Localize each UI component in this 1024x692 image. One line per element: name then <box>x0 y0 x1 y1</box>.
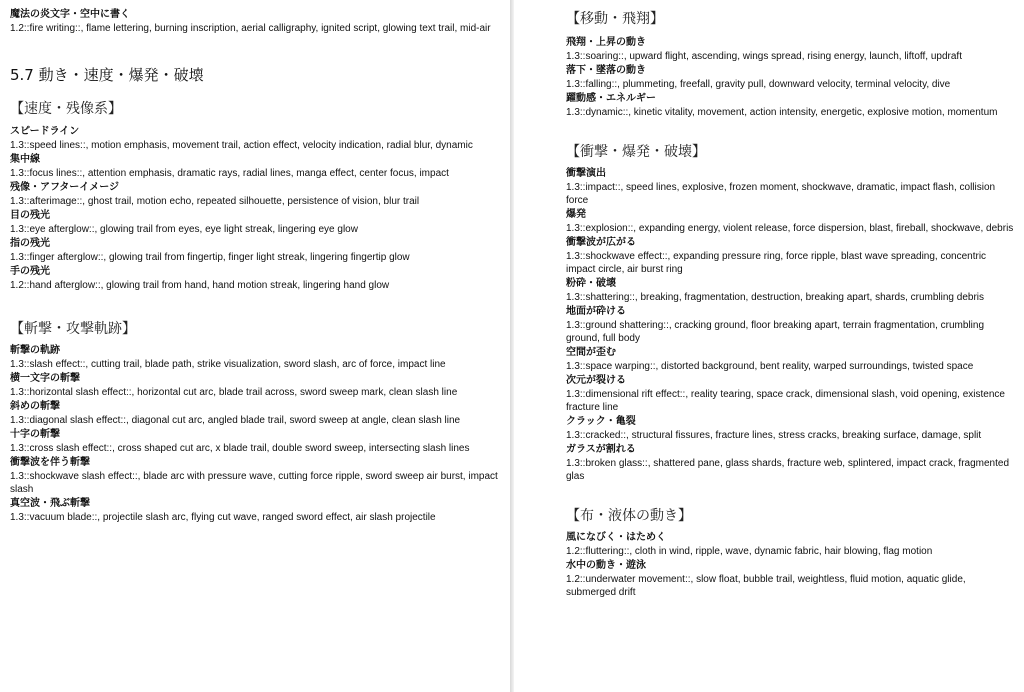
entry-desc: 1.3::speed lines::, motion emphasis, movement trail, action effect, velocity indication, radial blur, dynamic <box>10 140 473 151</box>
entry-desc: 1.3::afterimage::, ghost trail, motion echo, repeated silhouette, persistence of vision, blur trail <box>10 196 420 207</box>
entry-term: スピードライン <box>10 126 80 137</box>
entry-desc: 1.3::cracked::, structural fissures, fracture lines, stress cracks, breaking surface, damage, split <box>566 430 982 441</box>
entry-desc: 1.3::slash effect::, cutting trail, blade path, strike visualization, sword slash, arc of force, impact line <box>10 359 446 370</box>
list-item <box>10 372 500 399</box>
section-speed <box>10 125 500 292</box>
entry-desc: 1.3::impact::, speed lines, explosive, frozen moment, shockwave, dramatic, impact flash, collision force <box>566 182 996 206</box>
entry-desc: 1.3::horizontal slash effect::, horizontal cut arc, blade trail across, sword sweep mark, clean slash line <box>10 387 458 398</box>
list-item <box>566 236 1018 276</box>
entry-desc: 1.2::underwater movement::, slow float, bubble trail, weightless, fluid motion, aquatic glide, submerged drift <box>566 574 966 598</box>
list-item <box>566 208 1018 235</box>
entry-desc: 1.3::broken glass::, shattered pane, glass shards, fracture web, splintered, impact crack, fragmented glas <box>566 458 1010 482</box>
entry-desc: 1.2::fluttering::, cloth in wind, ripple, wave, dynamic fabric, hair blowing, flag motion <box>566 546 933 557</box>
list-item <box>566 92 1018 119</box>
entry-desc: 1.3::dimensional rift effect::, reality tearing, space crack, dimensional slash, void opening, existence fracture line <box>566 389 1005 413</box>
list-item <box>10 400 500 427</box>
entry-desc: 1.3::shockwave effect::, expanding pressure ring, force ripple, blast wave spreading, concentric impact circle, air burst ring <box>566 251 987 275</box>
entry-desc: 1.2::hand afterglow::, glowing trail from hand, hand motion streak, lingering hand glow <box>10 280 390 291</box>
entry-term: 飛翔・上昇の動き <box>566 37 646 48</box>
entry-desc: 1.3::diagonal slash effect::, diagonal cut arc, angled blade trail, sword sweep at angle, clean slash line <box>10 415 461 426</box>
entry-term: 地面が砕ける <box>566 306 626 317</box>
section-title-slash: 【斬撃・攻撃軌跡】 <box>10 321 136 337</box>
list-item <box>566 36 1018 63</box>
entry-term: 魔法の炎文字・空中に書く <box>10 9 130 20</box>
entry-term: 集中線 <box>10 154 40 165</box>
list-item <box>10 153 500 180</box>
entry-term: 手の残光 <box>10 266 50 277</box>
list-item <box>566 305 1018 345</box>
list-item <box>10 456 500 496</box>
section-movement <box>566 36 1018 119</box>
entry-term: 指の残光 <box>10 238 50 249</box>
entry-desc: 1.3::cross slash effect::, cross shaped cut arc, x blade trail, double sword sweep, intersecting slash lines <box>10 443 470 454</box>
entry-desc: 1.3::explosion::, expanding energy, violent release, force dispersion, blast, fireball, shockwave, debris <box>566 223 1014 234</box>
entry-desc: 1.3::focus lines::, attention emphasis, dramatic rays, radial lines, manga effect, center focus, impact <box>10 168 449 179</box>
entry-desc: 1.2::fire writing::, flame lettering, burning inscription, aerial calligraphy, ignited script, glowing text trail, mid-air <box>10 23 491 34</box>
entry-term: ガラスが割れる <box>566 444 636 455</box>
list-item <box>10 265 500 292</box>
entry-term: 風になびく・はためく <box>566 532 666 543</box>
list-item <box>566 277 1018 304</box>
list-item <box>10 181 500 208</box>
entry-term: 落下・墜落の動き <box>566 65 646 76</box>
list-item <box>566 531 1018 558</box>
list-item <box>566 443 1018 483</box>
right-page <box>514 0 1024 692</box>
entry-term: 衝撃波が広がる <box>566 237 636 248</box>
entry-desc: 1.3::dynamic::, kinetic vitality, movement, action intensity, energetic, explosive motion, momentum <box>566 107 998 118</box>
list-item <box>10 237 500 264</box>
entry-desc: 1.3::vacuum blade::, projectile slash arc, flying cut wave, ranged sword effect, air slash projectile <box>10 512 436 523</box>
entry-term: 残像・アフターイメージ <box>10 182 119 193</box>
list-item <box>566 374 1018 414</box>
entry-desc: 1.3::finger afterglow::, glowing trail from fingertip, finger light streak, lingering fingertip glow <box>10 252 410 263</box>
list-item <box>566 346 1018 373</box>
list-item <box>566 415 1018 442</box>
list-item <box>10 344 500 371</box>
section-impact <box>566 167 1018 483</box>
list-item <box>10 125 500 152</box>
left-page <box>0 0 510 692</box>
entry-term: 斜めの斬撃 <box>10 401 60 412</box>
section-title-fabric: 【布・液体の動き】 <box>566 508 692 524</box>
entry-desc: 1.3::space warping::, distorted background, bent reality, warped surroundings, twisted space <box>566 361 974 372</box>
entry-term: 衝撃波を伴う斬撃 <box>10 457 90 468</box>
section-title-movement: 【移動・飛翔】 <box>566 11 664 27</box>
entry-term: 目の残光 <box>10 210 50 221</box>
entry-desc: 1.3::soaring::, upward flight, ascending, wings spread, rising energy, launch, liftoff, updraft <box>566 51 962 62</box>
entry-term: 空間が歪む <box>566 347 616 358</box>
entry-desc: 1.3::shattering::, breaking, fragmentation, destruction, breaking apart, shards, crumbling debris <box>566 292 985 303</box>
section-slash <box>10 344 500 524</box>
entry-desc: 1.3::falling::, plummeting, freefall, gravity pull, downward velocity, terminal velocity, dive <box>566 79 951 90</box>
list-item <box>10 428 500 455</box>
section-title-speed: 【速度・残像系】 <box>10 101 122 117</box>
list-item <box>566 64 1018 91</box>
entry-desc: 1.3::ground shattering::, cracking ground, floor breaking apart, terrain fragmentation, crumbling ground, full body <box>566 320 985 344</box>
list-item <box>566 167 1018 207</box>
entry-desc: 1.3::shockwave slash effect::, blade arc with pressure wave, cutting force ripple, sword sweep air burst, impact slash <box>10 471 498 495</box>
entry-term: 粉砕・破壊 <box>566 278 616 289</box>
entry-desc: 1.3::eye afterglow::, glowing trail from eyes, eye light streak, lingering eye glow <box>10 224 358 235</box>
entry-term: 十字の斬撃 <box>10 429 60 440</box>
intro-entry <box>10 8 500 35</box>
entry-term: 真空波・飛ぶ斬撃 <box>10 498 90 509</box>
entry-term: 水中の動き・遊泳 <box>566 560 646 571</box>
section-title-impact: 【衝撃・爆発・破壊】 <box>566 144 706 160</box>
list-item <box>10 497 500 524</box>
entry-term: 爆発 <box>566 209 586 220</box>
entry-term: クラック・亀裂 <box>566 416 636 427</box>
entry-term: 次元が裂ける <box>566 375 626 386</box>
chapter-title: 5.7 動き・速度・爆発・破壊 <box>10 66 204 84</box>
list-item <box>566 559 1018 599</box>
list-item <box>10 209 500 236</box>
entry-term: 躍動感・エネルギー <box>566 93 656 104</box>
entry-term: 斬撃の軌跡 <box>10 345 60 356</box>
entry-term: 衝撃演出 <box>566 168 606 179</box>
entry-term: 横一文字の斬撃 <box>10 373 80 384</box>
section-fabric <box>566 531 1018 599</box>
